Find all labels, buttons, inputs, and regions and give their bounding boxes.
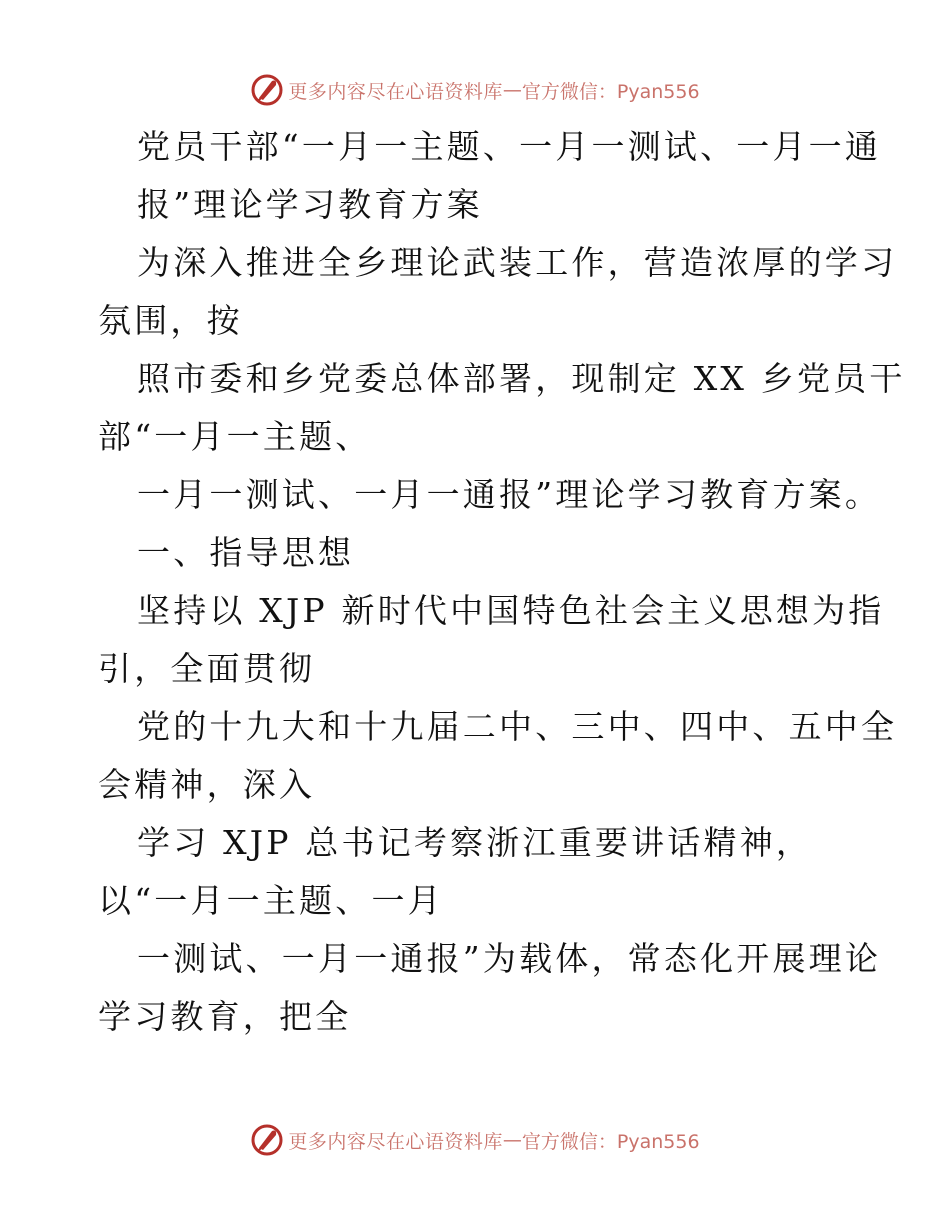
document-title-line-2: 报”理论学习教育方案 [137, 185, 483, 224]
paragraph-line: 学习 XJP 总书记考察浙江重要讲话精神， [137, 823, 813, 862]
watermark-wechat-text: 官方微信：Pyan556 [521, 1130, 700, 1153]
paragraph-line: 党的十九大和十九届二中、三中、四中、五中全 [137, 707, 898, 746]
paragraph-line: 会精神，深入 [98, 765, 316, 804]
document-title-line-1: 党员干部“一月一主题、一月一测试、一月一通 [137, 127, 882, 166]
watermark-separator: — [502, 1129, 522, 1151]
paragraph-line: 照市委和乡党委总体部署，现制定 XX 乡党员干 [137, 359, 906, 398]
paragraph-line: 一月一测试、一月一通报”理论学习教育方案。 [137, 475, 882, 514]
paragraph-line: 一测试、一月一通报”为载体，常态化开展理论 [137, 939, 882, 978]
paragraph-line: 引，全面贯彻 [98, 649, 316, 688]
paragraph-line: 部“一月一主题、 [98, 417, 372, 456]
watermark-wechat-text: 官方微信：Pyan556 [521, 80, 700, 103]
paragraph-line: 坚持以 XJP 新时代中国特色社会主义思想为指 [137, 591, 885, 630]
paragraph-line: 学习教育，把全 [98, 997, 352, 1036]
paragraph-line: 为深入推进全乡理论武装工作，营造浓厚的学习 [137, 243, 898, 282]
feather-pen-logo-icon [250, 1123, 284, 1157]
watermark-site-text: 更多内容尽在心语资料库 [288, 1130, 503, 1153]
watermark-separator: — [502, 79, 522, 101]
paragraph-line: 以“一月一主题、一月 [98, 881, 444, 920]
watermark-site-text: 更多内容尽在心语资料库 [288, 80, 503, 103]
footer-watermark [0, 1122, 950, 1158]
header-watermark [0, 72, 950, 108]
feather-pen-logo-icon [250, 73, 284, 107]
section-heading: 一、指导思想 [137, 533, 355, 572]
paragraph-line: 氛围，按 [98, 301, 243, 340]
